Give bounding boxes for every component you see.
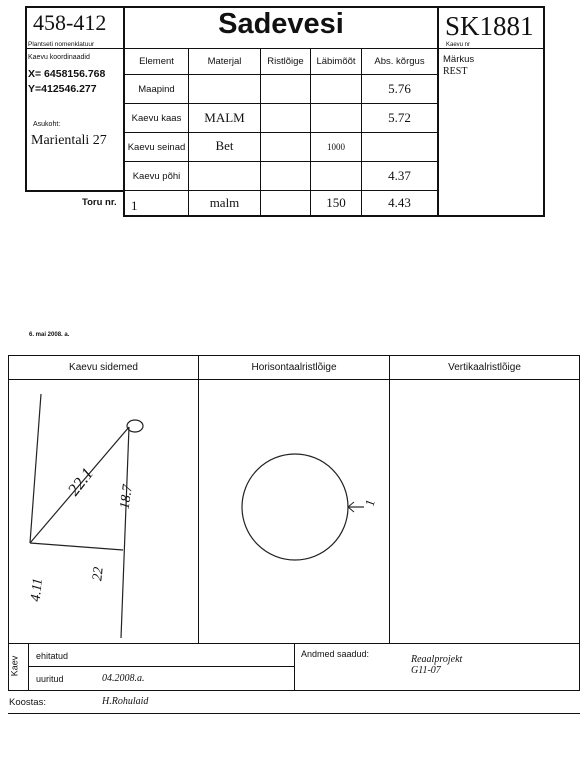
col-header: Materjal	[207, 55, 242, 67]
rule	[543, 6, 545, 216]
col-header: Läbimõõt	[316, 55, 356, 67]
well-caption: Kaevu nr	[446, 42, 471, 48]
coords-label: Kaevu koordinaadid	[28, 54, 90, 61]
source-value: Reaalprojekt	[411, 654, 463, 665]
rule	[437, 6, 439, 217]
rule	[8, 713, 580, 714]
well-number: SK1881	[445, 11, 534, 41]
horizontal-section	[199, 380, 389, 643]
address-label: Asukoht:	[33, 121, 61, 128]
rule	[8, 690, 580, 691]
rule	[389, 355, 390, 643]
source-code: G11-07	[411, 665, 441, 676]
row-element: Kaevu põhi	[132, 170, 181, 182]
composer-value: H.Rohulaid	[102, 696, 149, 707]
composer-label: Koostas:	[9, 697, 46, 708]
row-abs: 5.72	[388, 110, 411, 125]
surveyed-value: 04.2008.a.	[102, 673, 145, 684]
pipe-number: 1	[131, 198, 138, 213]
rule	[579, 355, 580, 691]
section-heading: Kaevu sidemed	[69, 362, 138, 373]
rule	[25, 190, 125, 192]
well-side-label: Kaev	[9, 655, 20, 677]
row-abs: 5.76	[388, 81, 411, 96]
row-element: Kaevu seinad	[127, 141, 186, 153]
row-material: MALM	[204, 110, 245, 125]
plan-caption: Plantseti nomenklatuur	[28, 41, 95, 48]
pipe-label: Toru nr.	[82, 197, 117, 208]
rule	[25, 6, 27, 192]
remark-value: REST	[443, 66, 468, 77]
rule	[294, 643, 295, 690]
coord-x: X= 6458156.768	[28, 68, 106, 80]
row-diameter: 1000	[327, 142, 345, 152]
pipe-diameter: 150	[326, 195, 346, 210]
col-header: Abs. kõrgus	[374, 55, 425, 67]
plan-code: 458-412	[33, 10, 107, 35]
rule	[28, 666, 295, 667]
rule	[25, 48, 545, 49]
pipe-material: malm	[209, 195, 240, 210]
rule	[123, 215, 545, 217]
row-element: Maapind	[138, 83, 175, 95]
col-header: Märkus	[443, 54, 475, 65]
built-label: ehitatud	[36, 651, 69, 661]
date-note: 6. mai 2008. a.	[29, 332, 70, 338]
pipe-abs: 4.43	[388, 195, 411, 210]
tie-left: 4.11	[28, 577, 46, 603]
col-header: Ristlõige	[267, 55, 304, 67]
coord-y: Y=412546.277	[28, 83, 97, 95]
col-header: Element	[139, 55, 174, 67]
address: Marientali 27	[31, 133, 107, 148]
page-title: Sadevesi	[218, 8, 344, 40]
tie-hyp: 22.1	[63, 464, 98, 500]
row-material: Bet	[215, 138, 234, 153]
tie-sketch	[9, 380, 198, 643]
section-heading: Horisontaalristlõige	[251, 362, 337, 373]
row-abs: 4.37	[388, 168, 411, 183]
tie-vert: 18.7	[117, 483, 136, 511]
source-label: Andmed saadud:	[301, 649, 370, 659]
surveyed-label: uuritud	[36, 674, 64, 684]
pipe-arrow-label: 1	[361, 498, 378, 508]
row-element: Kaevu kaas	[131, 112, 182, 124]
section-heading: Vertikaalristlõige	[448, 362, 521, 373]
tie-horiz: 22	[90, 566, 107, 582]
rule	[8, 355, 580, 356]
